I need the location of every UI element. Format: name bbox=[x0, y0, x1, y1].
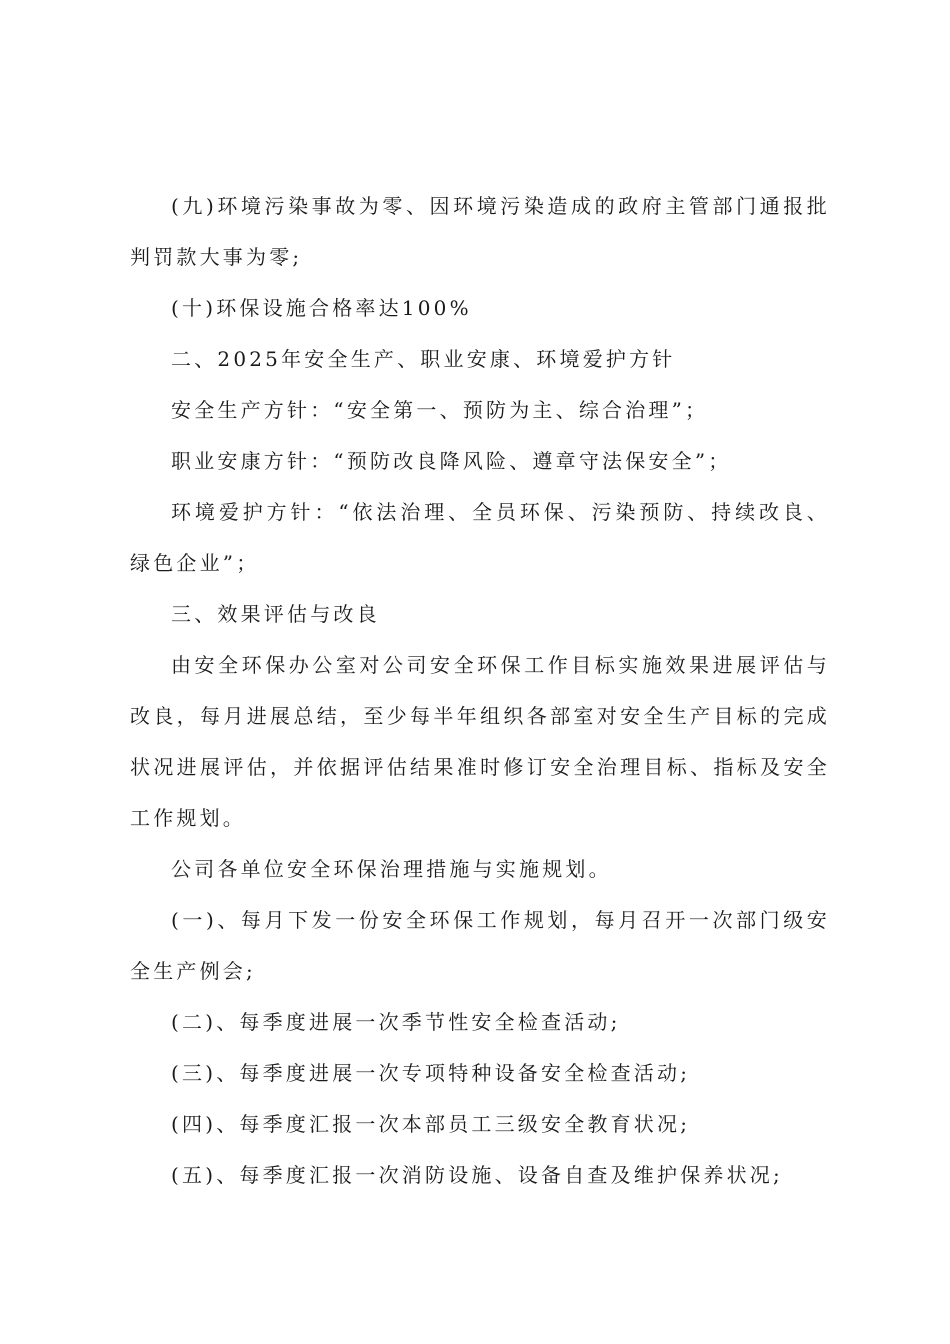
measure-item-4: (四)、每季度汇报一次本部员工三级安全教育状况; bbox=[171, 1112, 691, 1136]
environment-policy: 环境爱护方针：“依法治理、全员环保、污染预防、持续改良、绿色企业”； bbox=[130, 500, 830, 575]
measure-item-1: (一)、每月下发一份安全环保工作规划，每月召开一次部门级安全生产例会; bbox=[130, 908, 830, 983]
measures-intro: 公司各单位安全环保治理措施与实施规划。 bbox=[171, 857, 612, 881]
section-heading-evaluation: 三、效果评估与改良 bbox=[171, 602, 380, 626]
section-heading-policy: 二、2025年安全生产、职业安康、环境爱护方针 bbox=[171, 347, 676, 371]
measure-item-5: (五)、每季度汇报一次消防设施、设备自查及维护保养状况; bbox=[171, 1163, 783, 1187]
health-policy: 职业安康方针：“预防改良降风险、遵章守法保安全”； bbox=[171, 449, 732, 473]
document-body bbox=[130, 181, 830, 1201]
paragraph-item-9: (九)环境污染事故为零、因环境污染造成的政府主管部门通报批判罚款大事为零; bbox=[130, 194, 830, 269]
paragraph-item-10: (十)环保设施合格率达100% bbox=[171, 296, 472, 320]
measure-item-2: (二)、每季度进展一次季节性安全检查活动; bbox=[171, 1010, 621, 1034]
evaluation-paragraph: 由安全环保办公室对公司安全环保工作目标实施效果进展评估与改良，每月进展总结，至少每半年组织各部室对安全生产目标的完成状况进展评估，并依据评估结果准时修订安全治理目标、指标及安全工作规划。 bbox=[130, 653, 830, 830]
safety-policy: 安全生产方针：“安全第一、预防为主、综合治理”； bbox=[171, 398, 709, 422]
measure-item-3: (三)、每季度进展一次专项特种设备安全检查活动; bbox=[171, 1061, 691, 1085]
